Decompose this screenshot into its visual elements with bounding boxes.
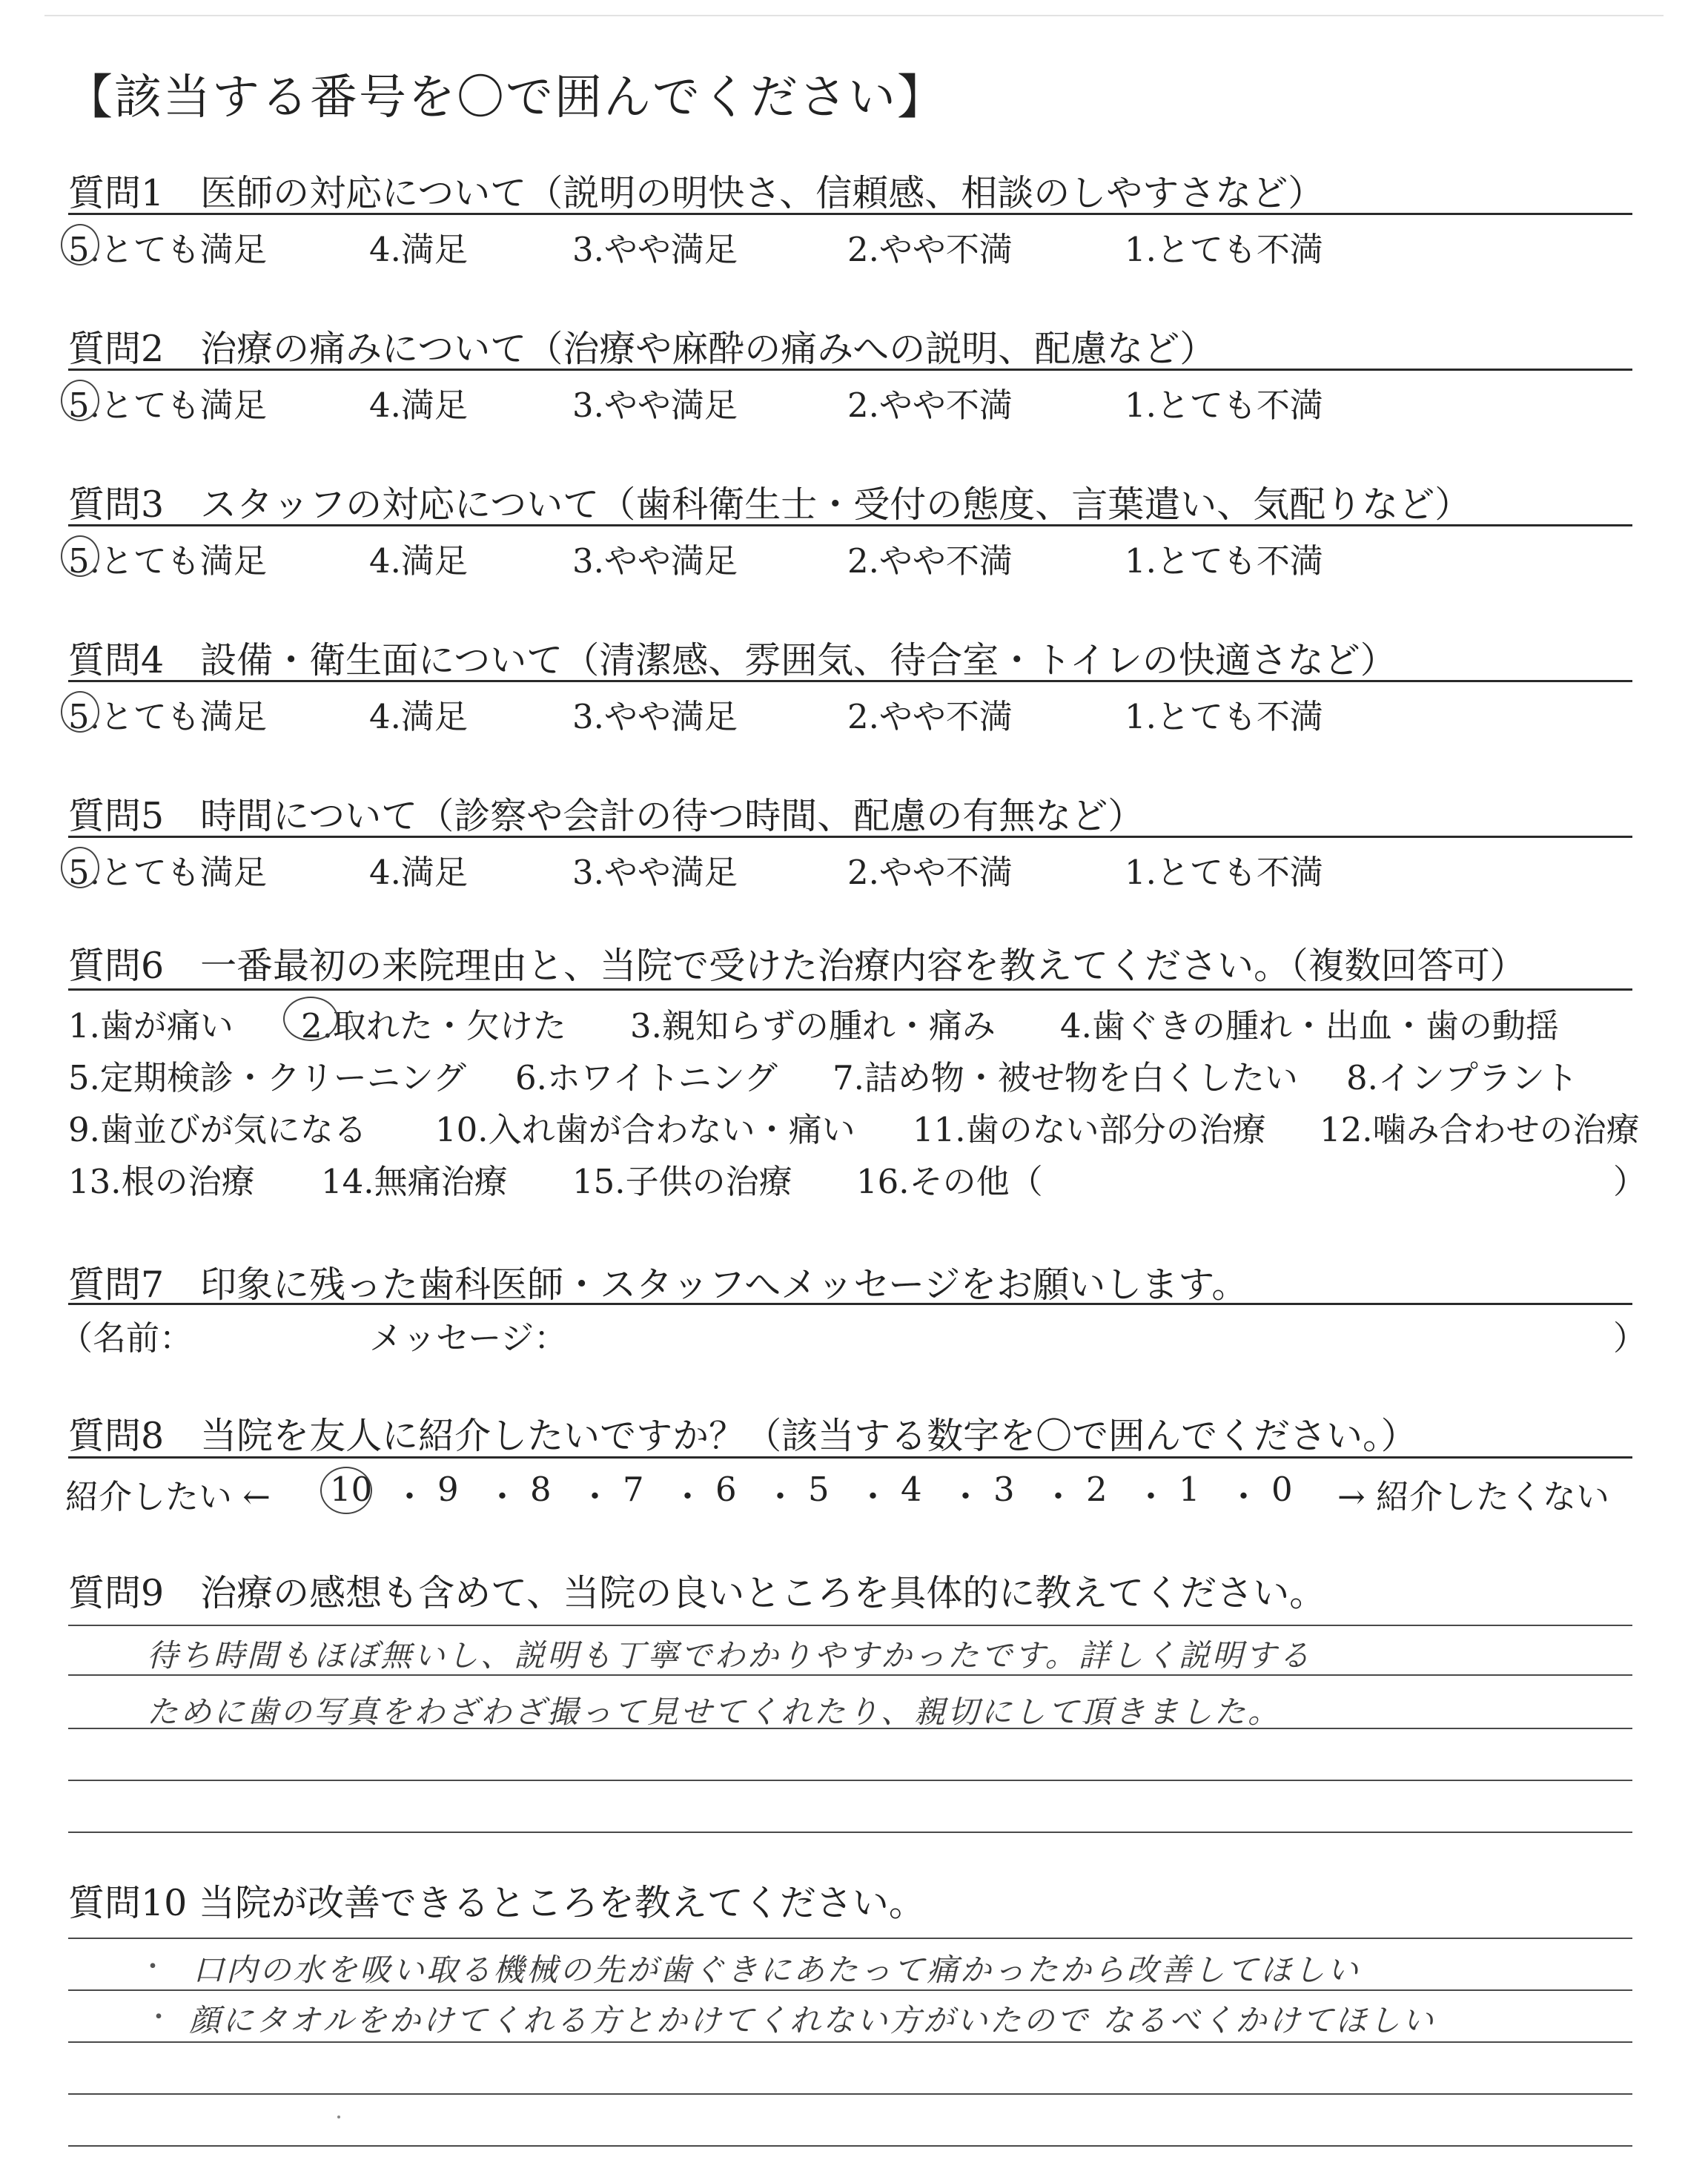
q6-option-5[interactable]: 5.定期検診・クリーニング — [68, 1058, 467, 1097]
q6-option-6[interactable]: 6.ホワイトニング — [515, 1058, 778, 1097]
q7-title: 質問7 印象に残った歯科医師・スタッフへメッセージをお願いします。 — [68, 1264, 1248, 1306]
q3-option-5[interactable]: 5.とても満足 — [68, 541, 267, 581]
top-border — [44, 15, 1664, 16]
q3-option-1[interactable]: 1.とても不満 — [1125, 541, 1323, 581]
q8-scale-2[interactable]: 2 — [1086, 1470, 1108, 1509]
q10-line-2 — [68, 1989, 1632, 1991]
q6-option-4[interactable]: 4.歯ぐきの腫れ・出血・歯の動揺 — [1060, 1006, 1559, 1046]
q10-answer-line-2: 顔にタオルをかけてくれる方とかけてくれない方がいたので なるべくかけてほしい — [189, 2002, 1436, 2038]
q2-option-3[interactable]: 3.やや満足 — [572, 386, 738, 425]
q8-scale-9[interactable]: 9 — [437, 1470, 459, 1509]
q8-sep-4: ・ — [671, 1477, 705, 1516]
q10-bullet-2: ・ — [145, 2002, 173, 2032]
q6-option-11[interactable]: 11.歯のない部分の治療 — [913, 1110, 1266, 1149]
q6-option-12[interactable]: 12.噛み合わせの治療 — [1320, 1110, 1640, 1149]
q1-option-4[interactable]: 4.満足 — [369, 230, 468, 269]
q5-option-3[interactable]: 3.やや満足 — [572, 853, 738, 892]
q8-title: 質問8 当院を友人に紹介したいですか？（該当する数字を〇で囲んでください。） — [68, 1415, 1417, 1457]
q4-option-5[interactable]: 5.とても満足 — [68, 697, 267, 736]
q3-option-4[interactable]: 4.満足 — [369, 541, 468, 581]
q9-line-3 — [68, 1728, 1632, 1729]
q6-other-close-paren: ） — [1613, 1162, 1647, 1201]
q10-title: 質問10 当院が改善できるところを教えてください。 — [68, 1882, 925, 1924]
q3-title: 質問3 スタッフの対応について（歯科衛生士・受付の態度、言葉遣い、気配りなど） — [68, 483, 1472, 526]
q10-line-1 — [68, 1938, 1632, 1939]
q8-scale-6[interactable]: 6 — [715, 1470, 737, 1509]
q8-sep-2: ・ — [486, 1477, 520, 1516]
q8-sep-1: ・ — [393, 1477, 427, 1516]
q6-option-1[interactable]: 1.歯が痛い — [68, 1006, 234, 1046]
q8-sep-9: ・ — [1134, 1477, 1168, 1516]
q8-rule — [68, 1456, 1632, 1459]
q2-title: 質問2 治療の痛みについて（治療や麻酔の痛みへの説明、配慮など） — [68, 328, 1217, 370]
q3-option-2[interactable]: 2.やや不満 — [847, 541, 1013, 581]
q9-answer-line-2: ために歯の写真をわざわざ撮って見せてくれたり、親切にして頂きました。 — [147, 1694, 1282, 1730]
q6-title: 質問6 一番最初の来院理由と、当院で受けた治療内容を教えてください。（複数回答可） — [68, 945, 1526, 987]
q6-option-3[interactable]: 3.親知らずの腫れ・痛み — [630, 1006, 996, 1046]
q4-option-4[interactable]: 4.満足 — [369, 697, 468, 736]
q6-selected-circle — [283, 997, 338, 1041]
q10-answer-line-1: 口内の水を吸い取る機械の先が歯ぐきにあたって痛かったから改善してほしい — [193, 1952, 1361, 1988]
q6-option-7[interactable]: 7.詰め物・被せ物を白くしたい — [833, 1058, 1298, 1097]
page-title: 【該当する番号を〇で囲んでください】 — [65, 70, 946, 125]
q2-option-4[interactable]: 4.満足 — [369, 386, 468, 425]
q2-rule — [68, 369, 1632, 371]
q6-option-13[interactable]: 13.根の治療 — [68, 1162, 255, 1201]
q5-option-1[interactable]: 1.とても不満 — [1125, 853, 1323, 892]
q8-left-label: 紹介したい ← — [65, 1477, 271, 1516]
q4-option-2[interactable]: 2.やや不満 — [847, 697, 1013, 736]
q1-title: 質問1 医師の対応について（説明の明快さ、信頼感、相談のしやすさなど） — [68, 172, 1325, 214]
q8-scale-5[interactable]: 5 — [808, 1470, 830, 1509]
q5-option-5[interactable]: 5.とても満足 — [68, 853, 267, 892]
q4-option-1[interactable]: 1.とても不満 — [1125, 697, 1323, 736]
q3-selected-circle — [61, 535, 99, 577]
q1-option-1[interactable]: 1.とても不満 — [1125, 230, 1323, 269]
q8-sep-7: ・ — [949, 1477, 983, 1516]
scan-speck — [337, 2116, 340, 2118]
q1-rule — [68, 213, 1632, 215]
q6-option-16[interactable]: 16.その他（ — [856, 1162, 1043, 1201]
q9-line-2 — [68, 1674, 1632, 1676]
q4-selected-circle — [61, 691, 99, 733]
q9-line-1 — [68, 1625, 1632, 1626]
q3-option-3[interactable]: 3.やや満足 — [572, 541, 738, 581]
q1-option-3[interactable]: 3.やや満足 — [572, 230, 738, 269]
q9-title: 質問9 治療の感想も含めて、当院の良いところを具体的に教えてください。 — [68, 1572, 1326, 1614]
q7-rule — [68, 1303, 1632, 1305]
q6-option-14[interactable]: 14.無痛治療 — [321, 1162, 508, 1201]
q7-name-label: （名前： — [59, 1318, 193, 1358]
q8-scale-3[interactable]: 3 — [993, 1470, 1015, 1509]
q5-selected-circle — [61, 847, 99, 888]
q8-scale-1[interactable]: 1 — [1179, 1470, 1200, 1509]
q8-sep-6: ・ — [856, 1477, 890, 1516]
q2-option-2[interactable]: 2.やや不満 — [847, 386, 1013, 425]
q9-answer-line-1: 待ち時間もほぼ無いし、説明も丁寧でわかりやすかったです。詳しく説明する — [147, 1637, 1312, 1674]
q1-option-5[interactable]: 5.とても満足 — [68, 230, 267, 269]
q7-message-label: メッセージ： — [369, 1318, 568, 1358]
q8-sep-3: ・ — [578, 1477, 612, 1516]
q6-option-8[interactable]: 8.インプラント — [1346, 1058, 1578, 1097]
q4-option-3[interactable]: 3.やや満足 — [572, 697, 738, 736]
q1-option-2[interactable]: 2.やや不満 — [847, 230, 1013, 269]
q8-scale-10[interactable]: 10 — [330, 1470, 373, 1509]
q2-option-5[interactable]: 5.とても満足 — [68, 386, 267, 425]
q2-selected-circle — [61, 380, 99, 421]
q5-rule — [68, 836, 1632, 838]
q6-option-10[interactable]: 10.入れ歯が合わない・痛い — [435, 1110, 855, 1149]
q8-scale-7[interactable]: 7 — [623, 1470, 644, 1509]
q8-scale-8[interactable]: 8 — [530, 1470, 552, 1509]
q1-selected-circle — [61, 224, 99, 265]
q3-rule — [68, 524, 1632, 526]
q7-close-paren: ） — [1613, 1318, 1647, 1358]
q6-rule — [68, 988, 1632, 991]
q6-option-2[interactable]: 2.取れた・欠けた — [301, 1006, 566, 1046]
q8-sep-8: ・ — [1042, 1477, 1076, 1516]
q10-line-3 — [68, 2041, 1632, 2043]
q9-line-5 — [68, 1832, 1632, 1833]
q8-scale-4[interactable]: 4 — [901, 1470, 922, 1509]
q10-bullet-1: ・ — [139, 1952, 167, 1982]
q8-sep-10: ・ — [1227, 1477, 1261, 1516]
q5-option-2[interactable]: 2.やや不満 — [847, 853, 1013, 892]
q2-option-1[interactable]: 1.とても不満 — [1125, 386, 1323, 425]
q6-option-15[interactable]: 15.子供の治療 — [572, 1162, 792, 1201]
q8-selected-circle — [320, 1467, 372, 1514]
q10-line-5 — [68, 2145, 1632, 2147]
q8-right-label: → 紹介したくない — [1337, 1477, 1610, 1516]
q4-rule — [68, 680, 1632, 682]
q5-title: 質問5 時間について（診察や会計の待つ時間、配慮の有無など） — [68, 795, 1145, 837]
q9-line-4 — [68, 1780, 1632, 1781]
q8-scale-0[interactable]: 0 — [1271, 1470, 1293, 1509]
q5-option-4[interactable]: 4.満足 — [369, 853, 468, 892]
q4-title: 質問4 設備・衛生面について（清潔感、雰囲気、待合室・トイレの快適さなど） — [68, 639, 1397, 681]
q10-line-4 — [68, 2093, 1632, 2095]
q6-option-9[interactable]: 9.歯並びが気になる — [68, 1110, 367, 1149]
q8-sep-5: ・ — [764, 1477, 798, 1516]
